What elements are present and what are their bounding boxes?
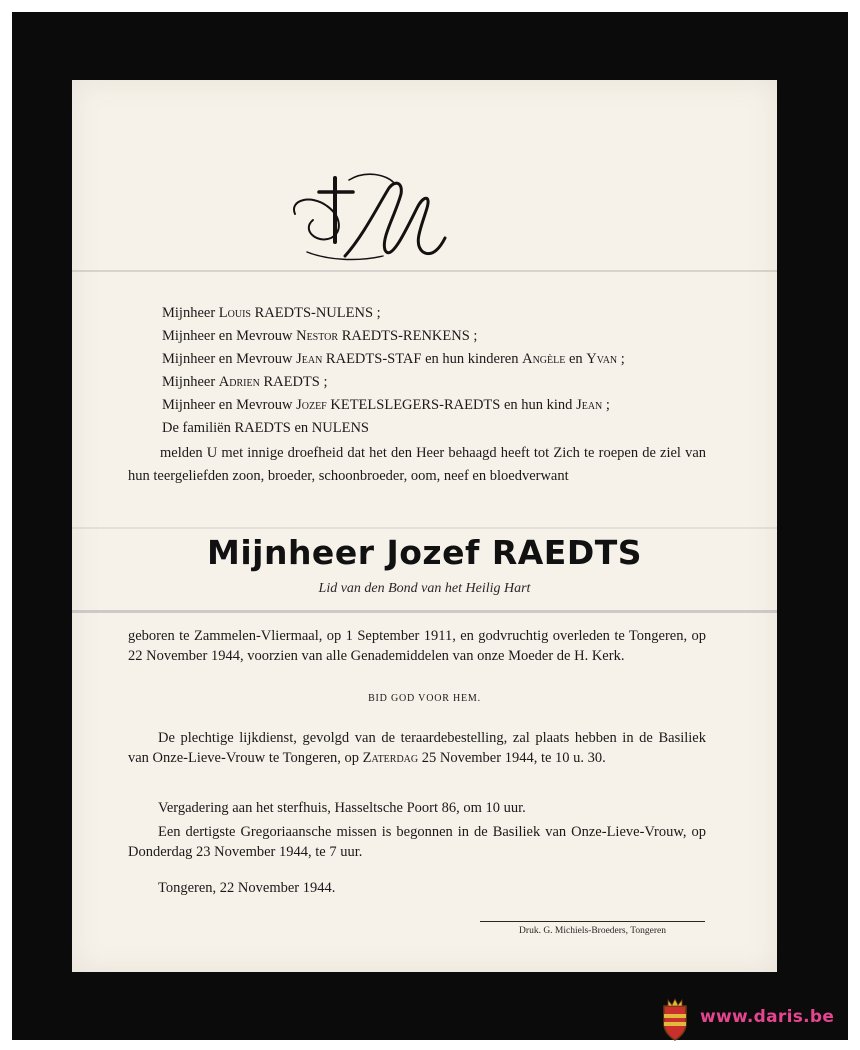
mourner-line [162,417,732,440]
announcement-body: melden U met innige droefheid dat het den Heer behaagd heeft tot Zich te roepen de ziel van hun teergeliefden zoon, broeder, schoonbroeder, oom, neef en bloedverwant [128,445,706,484]
masses-details [128,822,706,862]
mourner-text: De familiën RAEDTS en NULENS [162,420,369,436]
mourner-first-name: Louis [218,305,251,321]
printer-divider [480,921,705,922]
mourner-line [162,371,732,394]
paper-fold-line [72,270,777,272]
paper-fold-line [72,610,777,613]
printer-credit: Druk. G. Michiels-Broeders, Tongeren [519,926,666,936]
mourner-text: Mijnheer en Mevrouw [162,397,297,413]
birth-death-details: geboren te Zammelen-Vliermaal, op 1 September 1911, en godvruchtig overleden te Tongeren, op 22 November 1944, voorzien van alle Genademiddelen van onze Moeder de H. Kerk. [128,628,706,664]
mourner-first-name: Nestor [296,328,339,344]
meeting-text: Vergadering aan het sterfhuis, Hasseltsche Poort 86, om 10 uur. [158,800,526,816]
mourner-first-name: Yvan [586,351,618,367]
mourner-line [162,394,732,417]
cross-monogram-icon [287,172,447,264]
mourner-line [162,348,732,371]
mourning-card [72,80,777,972]
prayer-line: BID GOD VOOR HEM. [368,693,481,704]
deceased-name: Mijnheer Jozef RAEDTS [206,533,643,572]
meeting-details [128,798,706,818]
funeral-details [128,728,706,768]
mourner-first-name: Adrien [218,374,260,390]
paper-fold-line [72,527,777,529]
mourner-line [162,302,732,325]
mourner-text: KETELSLEGERS-RAEDTS en hun kind [326,397,577,413]
dateline [128,878,706,898]
mourner-text: Mijnheer en Mevrouw [162,328,297,344]
mourners-list [162,302,732,440]
mourner-first-name: Jean [576,397,603,413]
mourner-text: RAEDTS ; [259,374,328,390]
announcement-text [128,442,706,488]
mourner-text: Mijnheer [162,305,219,321]
mourner-text: en [565,351,587,367]
funeral-text-after: 25 November 1944, te 10 u. 30. [418,750,606,766]
mourner-text: ; [602,397,610,413]
mourner-text: ; [617,351,625,367]
dateline-text: Tongeren, 22 November 1944. [158,880,336,896]
funeral-text-before: De plechtige lijkdienst, gevolgd van de teraardebestelling, zal plaats hebben in de Basiliek van Onze-Lieve-Vrouw te Tongeren, op [128,730,706,766]
mourner-first-name: Jozef [296,397,327,413]
mourner-text: RAEDTS-NULENS ; [250,305,381,321]
mourner-text: RAEDTS-STAF en hun kinderen [322,351,523,367]
mourner-first-name: Angèle [522,351,566,367]
mourner-first-name: Jean [296,351,323,367]
mourner-line [162,325,732,348]
coat-of-arms-icon [660,998,690,1042]
masses-text: Een dertigste Gregoriaansche missen is begonnen in de Basiliek van Onze-Lieve-Vrouw, op Donderdag 23 November 1944, te 7 uur. [128,824,706,860]
deceased-membership: Lid van den Bond van het Heilig Hart [318,581,531,596]
website-url: www.daris.be [700,1007,835,1027]
funeral-day: Zaterdag [362,750,419,766]
website-watermark [660,998,850,1042]
mourner-text: RAEDTS-RENKENS ; [338,328,478,344]
mourner-text: Mijnheer en Mevrouw [162,351,297,367]
mourner-text: Mijnheer [162,374,219,390]
